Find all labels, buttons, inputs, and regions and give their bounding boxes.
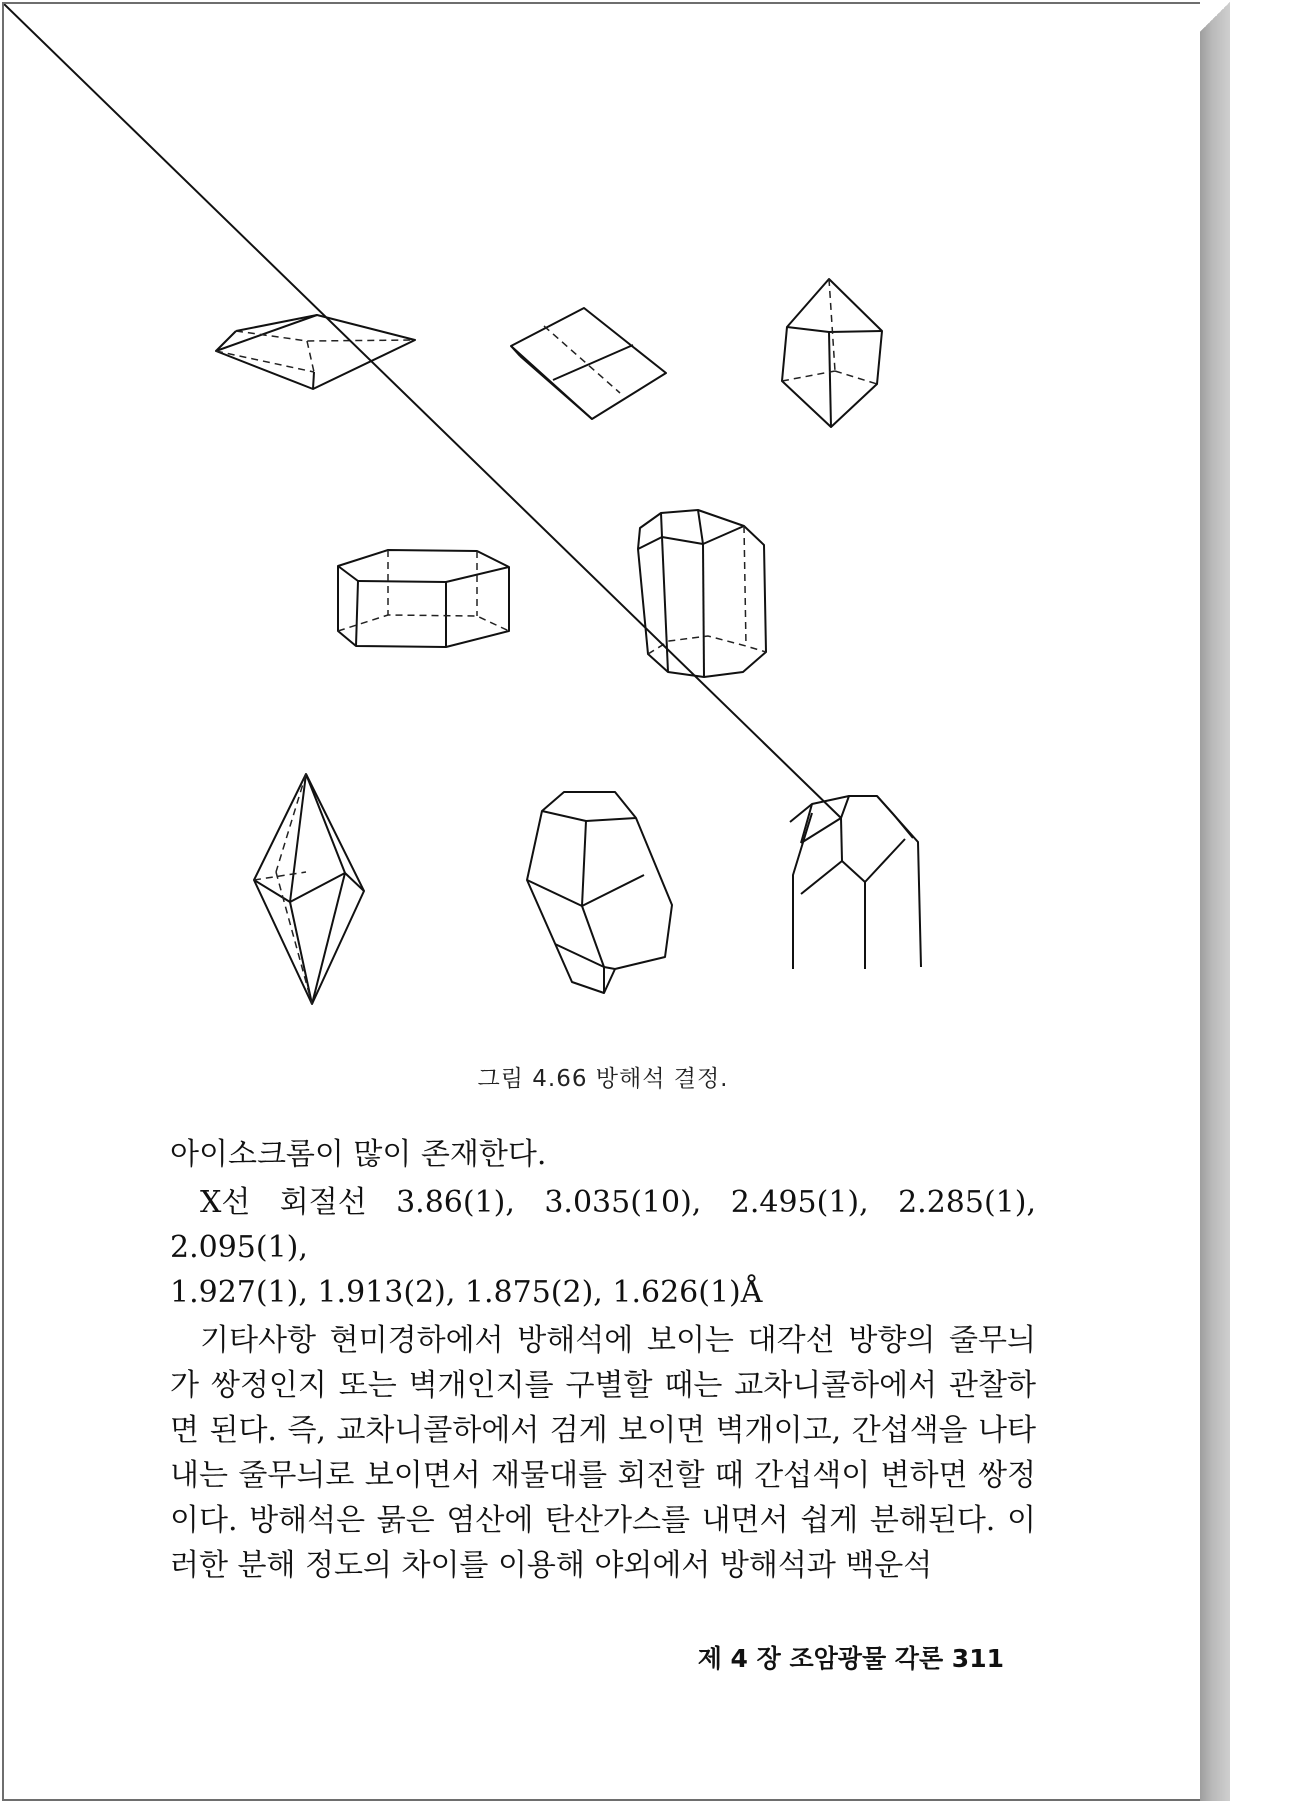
crystal-rhombohedron-upright	[782, 279, 882, 427]
book-page	[2, 2, 1200, 1801]
crystal-prism-rhombohedral	[527, 792, 672, 993]
crystal-scalenohedron	[254, 774, 364, 1004]
crystal-prism-terminated	[4, 4, 921, 969]
body-text	[170, 1132, 1036, 1588]
running-foot: 제 4 장 조암광물 각론 311	[697, 1644, 1004, 1673]
book-spine-corner	[1200, 2, 1230, 32]
figure-caption: 그림 4.66 방해석 결정.	[477, 1066, 729, 1092]
crystal-rhombohedron-slab	[511, 308, 666, 419]
crystal-hexagonal-prism	[638, 510, 766, 677]
paragraph-xray-line-1: X선 회절선 3.86(1), 3.035(10), 2.495(1), 2.285(1), 2.095(1),	[170, 1185, 1036, 1265]
crystal-rhombohedron-flat	[216, 315, 415, 389]
book-spine	[1200, 2, 1230, 1801]
paragraph-isochrome: 아이소크롬이 많이 존재한다.	[170, 1137, 547, 1172]
paragraph-remarks: 기타사항 현미경하에서 방해석에 보이는 대각선 방향의 줄무늬가 쌍정인지 또는 벽개인지를 구별할 때는 교차니콜하에서 관찰하면 된다. 즉, 교차니콜하에서 검게 보이면 벽개이고, 간섭색을 나타내는 줄무늬로 보이면서 재물대를 회전할 때 간섭색이 변하면 쌍정이다. 방해석은 묽은 염산에 탄산가스를 내면서 쉽게 분해된다. 이러한 분해 정도의 차이를 이용해 야외에서 방해석과 백운석	[170, 1323, 1036, 1583]
calcite-crystal-figure	[4, 4, 1202, 1014]
crystal-hexagonal-tablet	[338, 550, 509, 647]
paragraph-xray-line-2: 1.927(1), 1.913(2), 1.875(2), 1.626(1)Å	[170, 1275, 763, 1310]
